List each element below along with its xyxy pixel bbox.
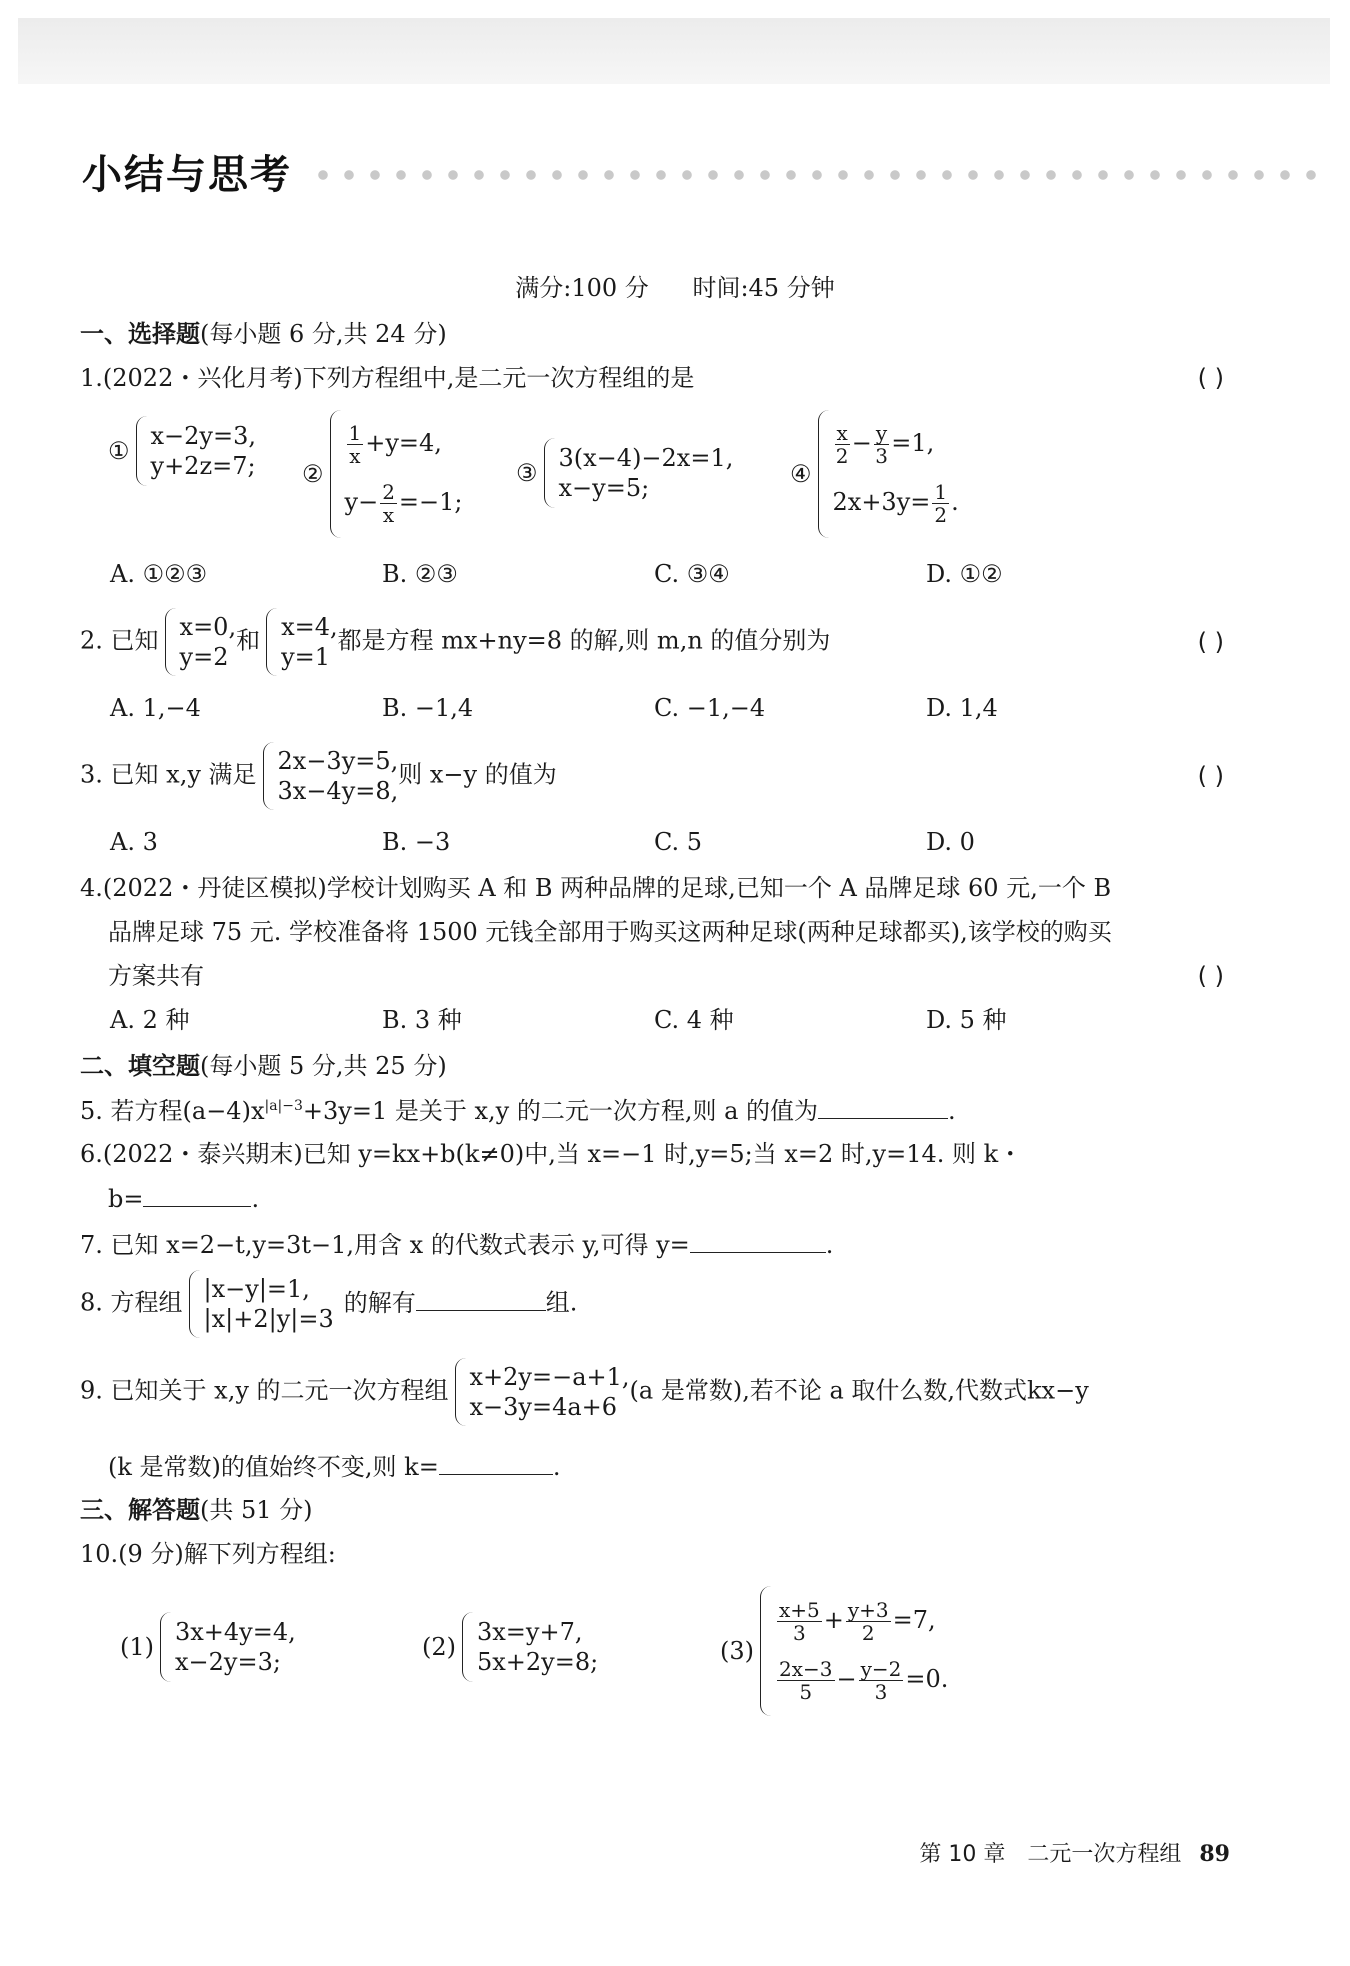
section-header — [82, 148, 1320, 202]
q10-part-1: (1) 3x+4y=4, x−2y=3; — [120, 1612, 296, 1682]
page-number: 89 — [1199, 1841, 1230, 1867]
q6-answer-blank — [143, 1182, 251, 1207]
q8-answer-blank — [416, 1286, 546, 1311]
q2-answer-bracket: ( ) — [1197, 628, 1224, 656]
full-score: 满分:100 分 — [515, 274, 649, 302]
q9-answer-blank — [439, 1450, 553, 1475]
top-scan-band — [18, 18, 1330, 84]
section-2-title: 二、填空题(每小题 5 分,共 25 分) — [80, 1052, 447, 1080]
section-1-title: 一、选择题(每小题 6 分,共 24 分) — [80, 320, 447, 348]
chapter-label: 第 10 章 二元一次方程组 — [919, 1842, 1182, 1867]
q1-option-b: B. ②③ — [382, 560, 458, 588]
q4-line-1: 4.(2022・丹徒区模拟)学校计划购买 A 和 B 两种品牌的足球,已知一个 A 品牌足球 60 元,一个 B — [80, 874, 1112, 902]
q1-options — [110, 558, 1198, 590]
q9-line-1: 9. 已知关于 x,y 的二元一次方程组 x+2y=−a+1, x−3y=4a+6 (a 是常数),若不论 a 取什么数,代数式kx−y — [80, 1358, 1089, 1426]
q1-answer-bracket: ( ) — [1197, 364, 1224, 392]
q5-answer-blank — [818, 1094, 948, 1119]
q4-line-2: 品牌足球 75 元. 学校准备将 1500 元钱全部用于购买这两种足球(两种足球都买),该学校的购买 — [108, 918, 1112, 946]
q2-option-a: A. 1,−4 — [110, 694, 201, 722]
q10-stem: 10.(9 分)解下列方程组: — [80, 1540, 336, 1568]
q1-option-c: C. ③④ — [654, 560, 730, 588]
q4-option-c: C. 4 种 — [654, 1006, 734, 1034]
q4-option-b: B. 3 种 — [382, 1006, 462, 1034]
page-footer — [919, 1840, 1230, 1870]
q4-options — [110, 1004, 1198, 1036]
q2-option-b: B. −1,4 — [382, 694, 474, 722]
q4-answer-bracket: ( ) — [1197, 962, 1224, 990]
q3-option-c: C. 5 — [654, 828, 703, 856]
q2-option-d: D. 1,4 — [926, 694, 998, 722]
q4-option-a: A. 2 种 — [110, 1006, 190, 1034]
q4-option-d: D. 5 种 — [926, 1006, 1007, 1034]
q10-part-2: (2) 3x=y+7, 5x+2y=8; — [422, 1612, 598, 1682]
exam-info — [0, 272, 1350, 304]
section-3-title: 三、解答题(共 51 分) — [80, 1496, 313, 1524]
q2-stem: 2. 已知 x=0, y=2 和 x=4, y=1 都是方程 mx+ny=8 的解,则 m,n 的值分别为 — [80, 608, 830, 676]
q6-line-1: 6.(2022・泰兴期末)已知 y=kx+b(k≠0)中,当 x=−1 时,y=5;当 x=2 时,y=14. 则 k・ — [80, 1140, 1023, 1168]
q8: 8. 方程组 |x−y|=1, |x|+2|y|=3 的解有 组. — [80, 1270, 577, 1338]
q1-option-a: A. ①②③ — [110, 560, 208, 588]
dotted-rule — [310, 169, 1320, 181]
time-limit: 时间:45 分钟 — [692, 274, 835, 302]
q1-system-1: ① x−2y=3, y+2z=7; — [108, 416, 256, 486]
q1-system-3: ③ 3(x−4)−2x=1, x−y=5; — [516, 438, 733, 508]
q3-option-b: B. −3 — [382, 828, 451, 856]
q3-options — [110, 826, 1198, 858]
q1-option-d: D. ①② — [926, 560, 1003, 588]
q9-line-2: (k 是常数)的值始终不变,则 k= . — [108, 1450, 1230, 1483]
q6-line-2: b= . — [108, 1182, 1230, 1215]
q3-answer-bracket: ( ) — [1197, 762, 1224, 790]
q1-system-2: ② $\frac{1}{x}$ +y=4, y− $\frac{2}{x}$ =−1; — [302, 410, 463, 538]
q10-part-3: (3) $\frac{x+5}{3}$ + $\frac{y+3}{2}$ =7, $\frac{2x-3}{5}$ − $\frac{y-2}{3}$ =0. — [720, 1586, 948, 1716]
q3-option-d: D. 0 — [926, 828, 975, 856]
page-title: 小结与思考 — [82, 152, 292, 198]
q2-options — [110, 692, 1198, 724]
q1-system-4: ④ $\frac{x}{2}$ − $\frac{y}{3}$ =1, 2x+3y= $\frac{1}{2}$ . — [790, 410, 959, 538]
q7-answer-blank — [690, 1228, 826, 1253]
q3-option-a: A. 3 — [110, 828, 158, 856]
q7: 7. 已知 x=2−t,y=3t−1,用含 x 的代数式表示 y,可得 y= . — [80, 1228, 1230, 1261]
q3-stem: 3. 已知 x,y 满足 2x−3y=5, 3x−4y=8, 则 x−y 的值为 — [80, 742, 557, 810]
q4-line-3: 方案共有 — [108, 962, 204, 990]
q1-stem: 1.(2022・兴化月考)下列方程组中,是二元一次方程组的是 — [80, 364, 695, 392]
q2-option-c: C. −1,−4 — [654, 694, 766, 722]
q5: 5. 若方程$(a-4)x^{|a|-3}+3y=1$ 是关于 x,y 的二元一次方程,则 a 的值为 . — [80, 1094, 1230, 1127]
